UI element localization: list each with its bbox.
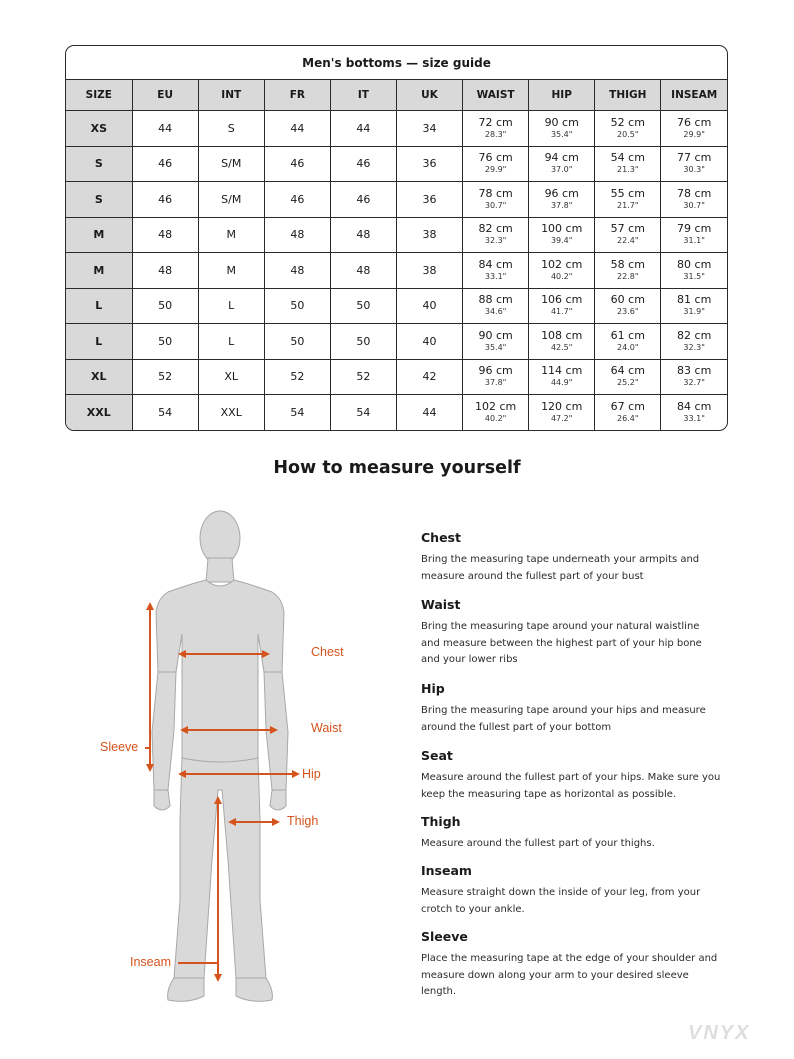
brand-logo: VNYX [688, 1022, 751, 1044]
waist-inch-value: 40.2" [484, 413, 507, 423]
cell-waist [463, 359, 529, 395]
table-row [66, 359, 727, 395]
cell-fr: 54 [264, 395, 330, 430]
hip-cm-value: 108 cm [541, 328, 583, 342]
guide-item-seat [421, 748, 721, 814]
guide-title: Thigh [421, 814, 461, 829]
cell-size: M [66, 253, 132, 289]
inseam-inch-value: 32.7" [683, 378, 705, 388]
cell-inseam [661, 395, 727, 430]
figure-right-shoe [236, 978, 272, 1001]
cell-eu: 48 [132, 253, 198, 289]
guide-description: Bring the measuring tape around your natural waistline and measure between the highest part of your hip bone and your lower ribs [421, 621, 702, 665]
cell-hip [529, 359, 595, 395]
inseam-cm-value: 77 cm [677, 151, 712, 165]
col-header-thigh: THIGH [595, 80, 661, 111]
cell-eu: 50 [132, 288, 198, 324]
waist-cm-value: 96 cm [478, 364, 513, 378]
hip-inch-value: 37.8" [550, 200, 573, 210]
cell-waist [463, 146, 529, 182]
hip-inch-value: 44.9" [550, 378, 573, 388]
cell-fr: 52 [264, 359, 330, 395]
thigh-inch-value: 23.6" [617, 307, 639, 317]
thigh-inch-value: 21.7" [617, 200, 639, 210]
inseam-cm-value: 81 cm [677, 293, 712, 307]
waist-inch-value: 35.4" [484, 342, 507, 352]
hip-cm-value: 96 cm [544, 186, 579, 200]
cell-fr: 50 [264, 324, 330, 360]
thigh-inch-value: 26.4" [617, 413, 639, 423]
cell-int: L [198, 288, 264, 324]
thigh-cm-value: 67 cm [610, 399, 645, 413]
cell-it: 46 [330, 146, 396, 182]
cell-waist [463, 182, 529, 218]
waist-inch-value: 33.1" [484, 271, 507, 281]
inseam-cm-value: 82 cm [677, 328, 712, 342]
cell-eu: 54 [132, 395, 198, 430]
table-row [66, 253, 727, 289]
inseam-inch-value: 31.5" [683, 271, 705, 281]
col-header-hip: HIP [529, 80, 595, 111]
inseam-inch-value: 31.1" [683, 236, 705, 246]
cell-it: 44 [330, 111, 396, 147]
cell-hip [529, 288, 595, 324]
inseam-cm-value: 76 cm [677, 115, 712, 129]
thigh-inch-value: 24.0" [617, 342, 639, 352]
guide-title: Hip [421, 681, 445, 696]
inseam-inch-value: 29.9" [683, 129, 705, 139]
guide-item-inseam [421, 863, 721, 929]
table-row [66, 217, 727, 253]
cell-inseam [661, 288, 727, 324]
cell-hip [529, 146, 595, 182]
inseam-inch-value: 33.1" [683, 413, 705, 423]
cell-size: XXL [66, 395, 132, 430]
col-header-size: SIZE [66, 80, 132, 111]
figure-label-inseam: Inseam [130, 955, 171, 969]
guide-description: Measure around the fullest part of your thighs. [421, 838, 655, 849]
thigh-cm-value: 52 cm [610, 115, 645, 129]
thigh-cm-value: 64 cm [610, 364, 645, 378]
guide-description: Bring the measuring tape underneath your armpits and measure around the fullest part of your bust [421, 554, 700, 582]
inseam-inch-value: 30.7" [683, 200, 705, 210]
figure-left-shoe [168, 978, 204, 1001]
cell-it: 48 [330, 217, 396, 253]
cell-fr: 48 [264, 253, 330, 289]
cell-thigh [595, 111, 661, 147]
cell-waist [463, 217, 529, 253]
hip-inch-value: 35.4" [550, 129, 573, 139]
figure-neck [206, 558, 234, 582]
cell-it: 48 [330, 253, 396, 289]
thigh-cm-value: 61 cm [610, 328, 645, 342]
hip-inch-value: 40.2" [550, 271, 573, 281]
inseam-cm-value: 80 cm [677, 257, 712, 271]
cell-inseam [661, 253, 727, 289]
cell-inseam [661, 324, 727, 360]
measure-section-heading: How to measure yourself [273, 458, 521, 478]
size-guide-table [66, 46, 727, 430]
table-row [66, 324, 727, 360]
hip-inch-value: 47.2" [550, 413, 573, 423]
body-measurement-figure [90, 500, 350, 1020]
thigh-inch-value: 22.8" [617, 271, 639, 281]
cell-uk: 38 [396, 253, 462, 289]
thigh-inch-value: 21.3" [617, 165, 639, 175]
hip-cm-value: 120 cm [541, 399, 583, 413]
cell-fr: 46 [264, 182, 330, 218]
waist-cm-value: 84 cm [478, 257, 513, 271]
cell-thigh [595, 324, 661, 360]
thigh-cm-value: 60 cm [610, 293, 645, 307]
hip-inch-value: 37.0" [550, 165, 573, 175]
waist-cm-value: 90 cm [478, 328, 513, 342]
guide-title: Waist [421, 597, 461, 612]
cell-size: M [66, 217, 132, 253]
waist-cm-value: 76 cm [478, 151, 513, 165]
cell-int: S/M [198, 146, 264, 182]
cell-uk: 40 [396, 324, 462, 360]
guide-item-chest [421, 530, 721, 597]
cell-thigh [595, 359, 661, 395]
hip-inch-value: 39.4" [550, 236, 573, 246]
hip-inch-value: 42.5" [550, 342, 573, 352]
size-guide-table-container [65, 45, 728, 431]
cell-uk: 42 [396, 359, 462, 395]
cell-hip [529, 217, 595, 253]
cell-uk: 36 [396, 146, 462, 182]
guide-item-sleeve [421, 929, 721, 1001]
cell-size: S [66, 182, 132, 218]
waist-inch-value: 28.3" [484, 129, 507, 139]
col-header-waist: WAIST [463, 80, 529, 111]
body-silhouette [90, 500, 350, 1020]
figure-right-hand [270, 790, 286, 810]
cell-hip [529, 253, 595, 289]
cell-fr: 50 [264, 288, 330, 324]
col-header-uk: UK [396, 80, 462, 111]
cell-it: 50 [330, 324, 396, 360]
table-row [66, 395, 727, 430]
waist-cm-value: 82 cm [478, 222, 513, 236]
cell-thigh [595, 288, 661, 324]
cell-uk: 36 [396, 182, 462, 218]
waist-cm-value: 88 cm [478, 293, 513, 307]
guide-description: Bring the measuring tape around your hips and measure around the fullest part of your bottom [421, 705, 706, 733]
thigh-inch-value: 22.4" [617, 236, 639, 246]
guide-item-hip [421, 681, 721, 748]
cell-uk: 40 [396, 288, 462, 324]
cell-int: M [198, 253, 264, 289]
cell-fr: 48 [264, 217, 330, 253]
cell-thigh [595, 146, 661, 182]
thigh-cm-value: 55 cm [610, 186, 645, 200]
cell-waist [463, 111, 529, 147]
cell-eu: 50 [132, 324, 198, 360]
cell-thigh [595, 217, 661, 253]
inseam-cm-value: 79 cm [677, 222, 712, 236]
cell-inseam [661, 359, 727, 395]
cell-thigh [595, 182, 661, 218]
guide-title: Chest [421, 530, 461, 545]
waist-inch-value: 37.8" [484, 378, 507, 388]
cell-hip [529, 182, 595, 218]
table-row [66, 146, 727, 182]
cell-waist [463, 395, 529, 430]
cell-inseam [661, 217, 727, 253]
table-title: Men's bottoms — size guide [66, 46, 727, 80]
cell-it: 52 [330, 359, 396, 395]
figure-head [200, 511, 240, 565]
hip-cm-value: 102 cm [541, 257, 583, 271]
cell-int: XXL [198, 395, 264, 430]
figure-left-arm [152, 672, 176, 790]
guide-title: Seat [421, 748, 453, 763]
col-header-inseam: INSEAM [661, 80, 727, 111]
cell-inseam [661, 111, 727, 147]
col-header-it: IT [330, 80, 396, 111]
cell-eu: 46 [132, 146, 198, 182]
measurement-guide [421, 530, 721, 1001]
col-header-fr: FR [264, 80, 330, 111]
cell-size: XL [66, 359, 132, 395]
cell-fr: 44 [264, 111, 330, 147]
cell-it: 54 [330, 395, 396, 430]
waist-cm-value: 102 cm [474, 399, 517, 413]
cell-int: M [198, 217, 264, 253]
inseam-cm-value: 83 cm [677, 364, 712, 378]
figure-pants [174, 758, 266, 978]
guide-title: Inseam [421, 863, 472, 878]
cell-eu: 52 [132, 359, 198, 395]
cell-size: XS [66, 111, 132, 147]
cell-waist [463, 253, 529, 289]
thigh-inch-value: 25.2" [617, 378, 639, 388]
cell-size: S [66, 146, 132, 182]
cell-fr: 46 [264, 146, 330, 182]
guide-item-waist [421, 597, 721, 681]
thigh-inch-value: 20.5" [617, 129, 639, 139]
thigh-cm-value: 57 cm [610, 222, 645, 236]
inseam-cm-value: 78 cm [677, 186, 712, 200]
inseam-inch-value: 31.9" [683, 307, 705, 317]
cell-eu: 48 [132, 217, 198, 253]
cell-it: 50 [330, 288, 396, 324]
cell-hip [529, 111, 595, 147]
guide-item-thigh [421, 814, 721, 863]
cell-inseam [661, 182, 727, 218]
col-header-int: INT [198, 80, 264, 111]
cell-uk: 38 [396, 217, 462, 253]
cell-eu: 44 [132, 111, 198, 147]
table-row [66, 111, 727, 147]
guide-description: Measure straight down the inside of your leg, from your crotch to your ankle. [421, 887, 701, 915]
cell-waist [463, 324, 529, 360]
cell-uk: 34 [396, 111, 462, 147]
hip-cm-value: 90 cm [544, 115, 579, 129]
cell-int: XL [198, 359, 264, 395]
waist-cm-value: 72 cm [478, 115, 513, 129]
waist-cm-value: 78 cm [478, 186, 513, 200]
hip-inch-value: 41.7" [550, 307, 573, 317]
waist-inch-value: 32.3" [484, 236, 507, 246]
hip-cm-value: 100 cm [541, 222, 583, 236]
cell-int: S [198, 111, 264, 147]
cell-int: S/M [198, 182, 264, 218]
hip-cm-value: 94 cm [544, 151, 579, 165]
figure-left-hand [154, 790, 170, 810]
cell-int: L [198, 324, 264, 360]
cell-thigh [595, 395, 661, 430]
guide-description: Measure around the fullest part of your hips. Make sure you keep the measuring tape as horizontal as possible. [421, 772, 721, 800]
cell-uk: 44 [396, 395, 462, 430]
figure-label-waist: Waist [311, 721, 342, 735]
waist-inch-value: 29.9" [484, 165, 507, 175]
cell-it: 46 [330, 182, 396, 218]
cell-waist [463, 288, 529, 324]
inseam-cm-value: 84 cm [677, 399, 712, 413]
cell-hip [529, 324, 595, 360]
inseam-inch-value: 30.3" [683, 165, 705, 175]
guide-title: Sleeve [421, 929, 468, 944]
cell-size: L [66, 288, 132, 324]
table-row [66, 182, 727, 218]
waist-inch-value: 30.7" [484, 200, 507, 210]
thigh-cm-value: 58 cm [610, 257, 645, 271]
figure-label-chest: Chest [311, 645, 344, 659]
cell-size: L [66, 324, 132, 360]
thigh-cm-value: 54 cm [610, 151, 645, 165]
guide-description: Place the measuring tape at the edge of your shoulder and measure down along your arm to your desired sleeve length. [421, 953, 718, 997]
inseam-inch-value: 32.3" [683, 342, 705, 352]
cell-hip [529, 395, 595, 430]
hip-cm-value: 106 cm [541, 293, 583, 307]
figure-label-sleeve: Sleeve [100, 740, 139, 754]
figure-label-hip: Hip [302, 767, 321, 781]
hip-cm-value: 114 cm [541, 364, 583, 378]
cell-inseam [661, 146, 727, 182]
cell-eu: 46 [132, 182, 198, 218]
table-row [66, 288, 727, 324]
table-header-row [66, 80, 727, 111]
col-header-eu: EU [132, 80, 198, 111]
figure-label-thigh: Thigh [287, 814, 319, 828]
waist-inch-value: 34.6" [484, 307, 507, 317]
cell-thigh [595, 253, 661, 289]
